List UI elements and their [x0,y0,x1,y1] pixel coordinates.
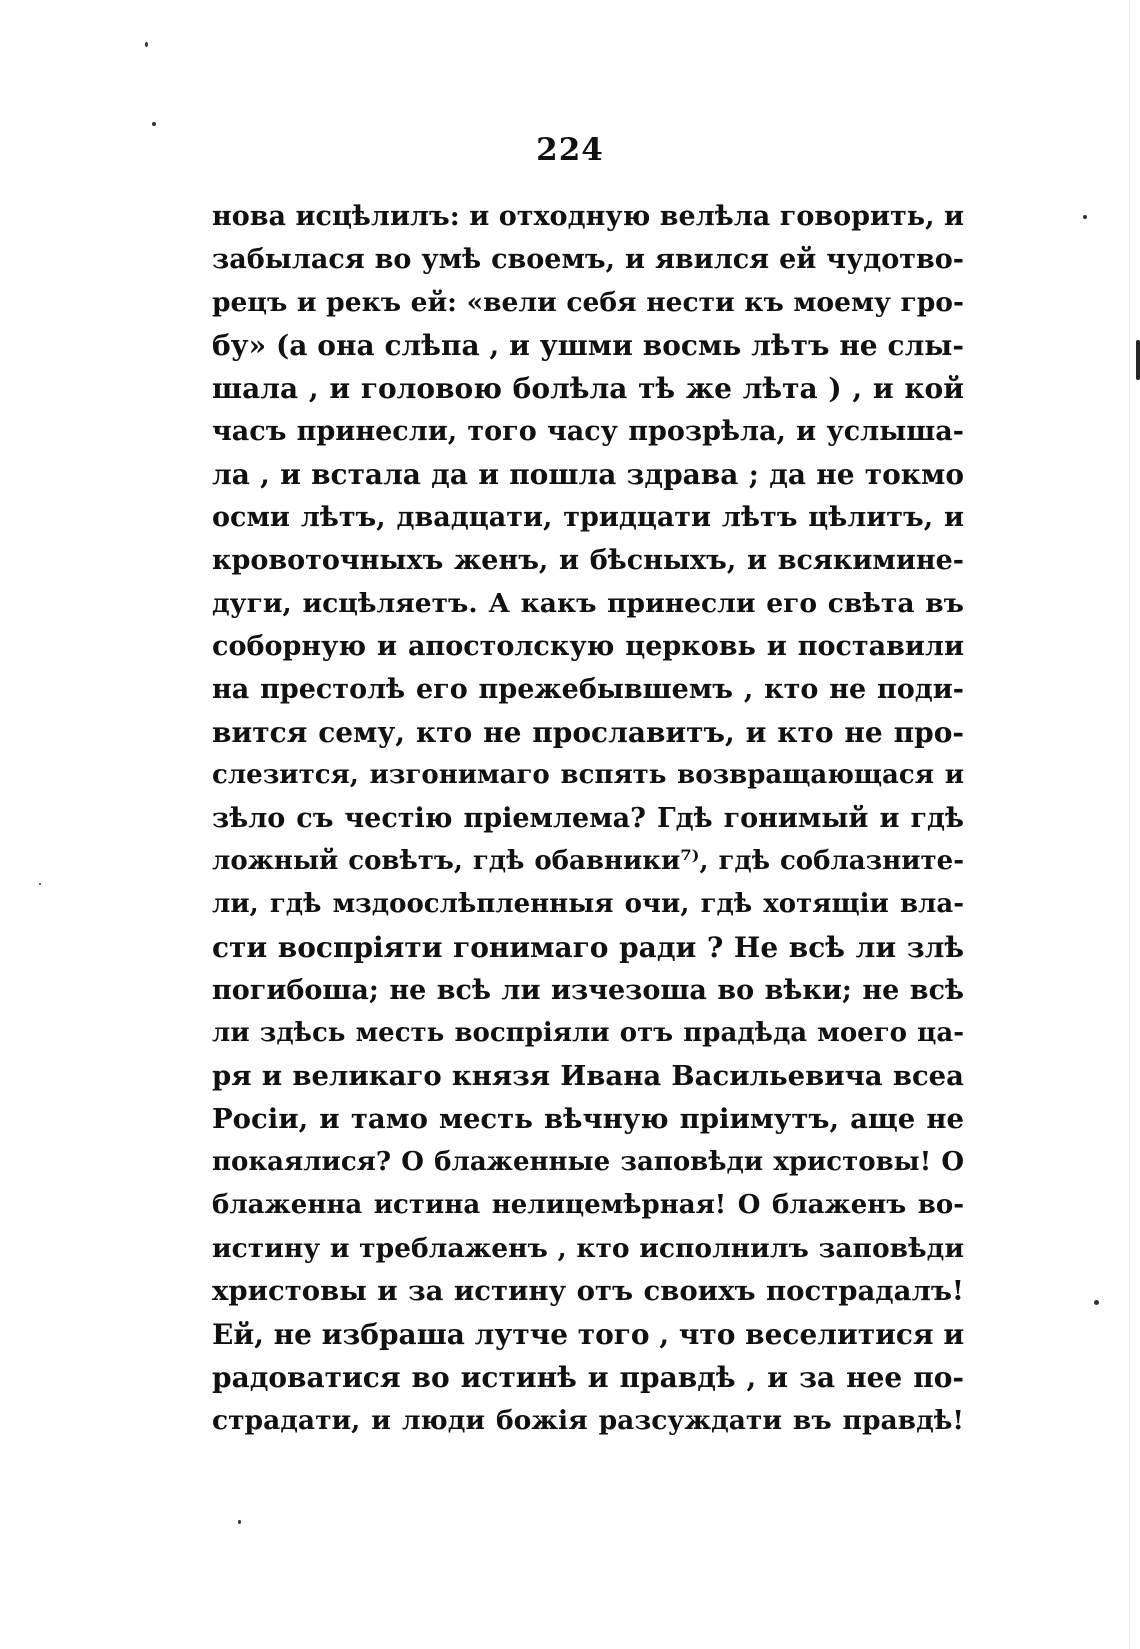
text-line: истину и треблаженъ , кто исполнилъ заповѣди [212,1233,964,1264]
text-line: Росіи, и тамо месть вѣчную пріимутъ, аще не [212,1103,964,1135]
text-line: Ей, не избраша лутче того , что веселитися и [212,1318,964,1351]
scan-speck [152,122,156,126]
text-line: осми лѣтъ, двадцати, тридцати лѣтъ цѣлитъ, и [212,502,964,533]
text-line: часъ принесли, того часу прозрѣла, и услыша- [212,416,964,447]
text-line: радоватися во истинѣ и правдѣ , и за нее по- [212,1361,964,1394]
text-line: сти воспріяти гонимаго ради ? Не всѣ ли злѣ [212,931,964,964]
text-line: забылася во умѣ своемъ, и явился ей чудотво- [212,244,964,275]
text-line: ли здѣсь месть воспріяли отъ прадѣда моего ца- [212,1018,964,1048]
scan-speck [1083,215,1087,219]
text-line: ря и великаго князя Ивана Васильевича всеа [212,1060,964,1092]
text-line: слезится, изгонимаго вспять возвращающася и [212,760,964,790]
page-number: 224 [536,132,604,168]
page-edge-shadow [1129,0,1130,1649]
text-line: рецъ и рекъ ей: «вели себя нести къ моему гро- [212,287,964,318]
text-line: страдати, и люди божія разсуждати въ правдѣ! [212,1405,964,1436]
text-line: ли, гдѣ мздоослѣпленныя очи, гдѣ хотящіи вла- [212,889,964,919]
page-edge-mark [1136,340,1140,380]
scan-speck [145,42,148,47]
text-line: соборную и апостолскую церковь и поставили [212,631,964,662]
scan-speck [39,883,41,885]
text-line: на престолѣ его прежебывшемъ , кто не поди- [212,674,964,705]
text-line: христовы и за истину отъ своихъ пострадалъ! [212,1275,964,1307]
text-line: зѣло съ честію пріемлема? Гдѣ гонимый и гдѣ [212,803,964,834]
scan-speck [238,1520,241,1524]
text-line: покаялися? О блаженные заповѣди христовы! О [212,1147,964,1177]
text-line: блаженна истина нелицемѣрная! О блаженъ во- [212,1190,964,1220]
text-line: шала , и головою болѣла тѣ же лѣта ) , и кой [212,372,964,405]
scan-speck [1094,1300,1099,1305]
text-line: нова исцѣлилъ: и отходную велѣла говорить, и [212,201,964,232]
text-line: дуги, исцѣляетъ. А какъ принесли его свѣта въ [212,588,964,619]
text-line: ложный совѣтъ, гдѣ обавники⁷⁾, гдѣ соблазните- [212,846,964,876]
text-line: погибоша; не всѣ ли изчезоша во вѣки; не всѣ [212,975,964,1006]
text-line: бу» (а она слѣпа , и ушми восмь лѣтъ не слы- [212,329,964,362]
text-line: ла , и встала да и пошла здрава ; да не токмо [212,458,964,491]
body-text [212,195,964,1442]
text-line: вится сему, кто не прославитъ, и кто не про- [212,716,964,749]
text-line: кровоточныхъ женъ, и бѣсныхъ, и всякимине- [212,545,964,576]
